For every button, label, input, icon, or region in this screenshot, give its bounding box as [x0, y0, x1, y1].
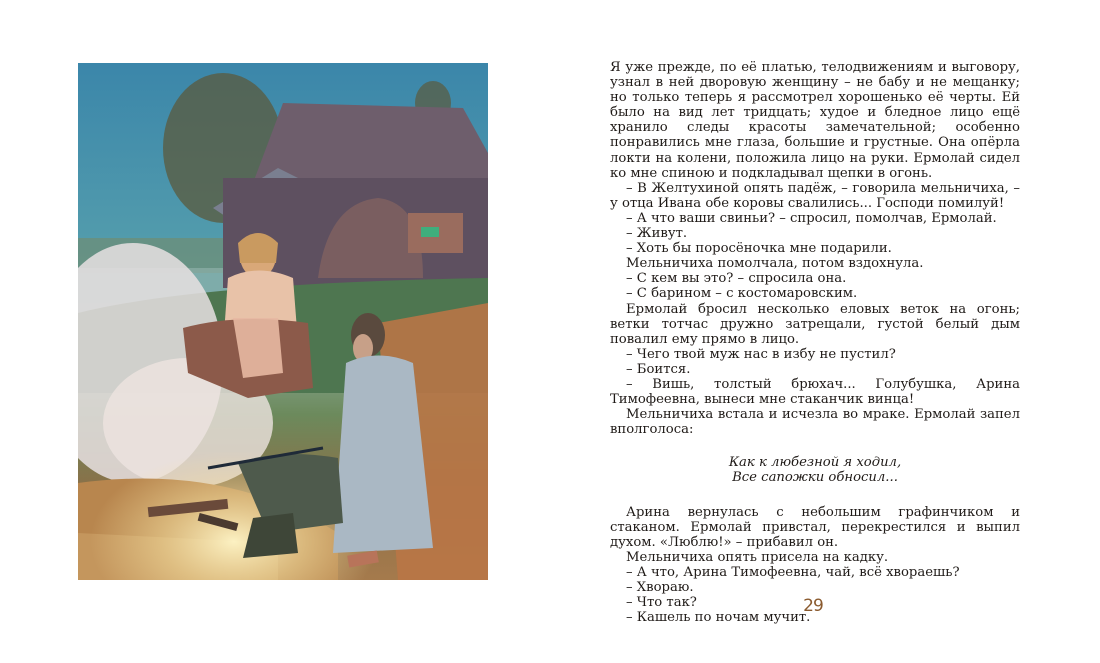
paragraph: Я уже прежде, по её платью, телодвижениям и выговору, узнал в ней дворовую женщину – не бабу и не мещанку; но только теперь я рассмотрел хорошенько её черты. Ей было на вид лет тридцать; худое и бледное лицо ещё хранило следы красоты замечательной; особенно понравились мне глаза, большие и грустные. Она опёрла локти на колени, положила лицо на руки. Ермолай сидел ко мне спиною и подкладывал щепки в огонь.: [610, 60, 1020, 181]
dialog-line: – Вишь, толстый брюхач... Голубушка, Арина Тимофеевна, вынеси мне стаканчик винца!: [610, 376, 1020, 408]
watercolor-illustration: [78, 63, 488, 580]
paragraph: Мельничиха помолчала, потом вздохнула.: [626, 256, 924, 272]
dialog-line: – В Желтухиной опять падёж, – говорила мельничиха, – у отца Ивана обе коровы свалились... Господи помилуй!: [610, 180, 1020, 211]
dialog-line: – Боится.: [626, 361, 691, 377]
dialog-line: – Кашель по ночам мучит.: [626, 610, 811, 626]
page-number: 29: [803, 596, 823, 616]
dialog-line: – Чего твой муж нас в избу не пустил?: [626, 346, 896, 362]
dialog-line: – Хоть бы поросёночка мне подарили.: [626, 241, 892, 257]
dialog-line: – Что так?: [626, 595, 697, 611]
verse-line: Все сапожки обносил...: [732, 470, 898, 486]
dialog-line: – С барином – с костомаровским.: [626, 286, 858, 302]
dialog-line: – С кем вы это? – спросила она.: [626, 271, 847, 287]
campfire-scene-image: [78, 63, 488, 580]
dialog-line: – А что, Арина Тимофеевна, чай, всё хвораешь?: [626, 564, 960, 580]
dialog-line: – Живут.: [626, 226, 688, 242]
paragraph: Ермолай бросил несколько еловых веток на огонь; ветки тотчас дружно затрещали, густой белый дым повалил ему прямо в лицо.: [610, 301, 1020, 347]
paragraph: Мельничиха встала и исчезла во мраке. Ермолай запел вполголоса:: [610, 407, 1020, 438]
dialog-line: – А что ваши свиньи? – спросил, помолчав, Ермолай.: [626, 210, 997, 226]
song-verse: [610, 455, 1020, 485]
verse-line: Как к любезной я ходил,: [728, 455, 902, 471]
dialog-line: – Хвораю.: [626, 580, 694, 595]
paragraph: Мельничиха опять присела на кадку.: [626, 549, 889, 565]
text-page: [610, 60, 1020, 625]
paragraph: Арина вернулась с небольшим графинчиком и стаканом. Ермолай привстал, перекрестился и выпил духом. «Люблю!» – прибавил он.: [610, 504, 1020, 550]
